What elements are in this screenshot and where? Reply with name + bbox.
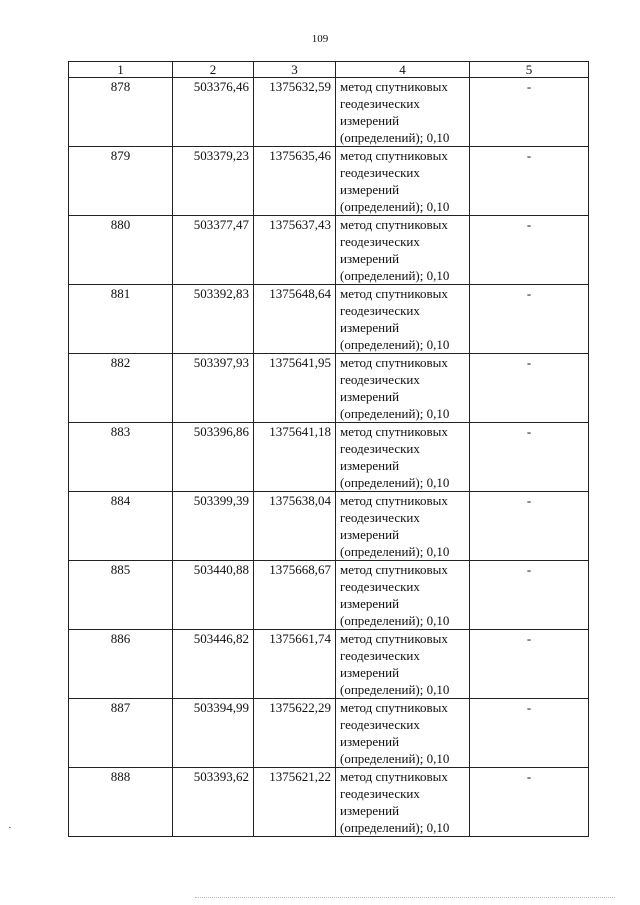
method-line: (определений); 0,10 — [340, 199, 450, 214]
point-number-cell: 886 — [69, 630, 173, 699]
method-line: (определений); 0,10 — [340, 820, 450, 835]
method-line: (определений); 0,10 — [340, 406, 450, 421]
x-coordinate-cell: 503446,82 — [173, 630, 254, 699]
table-header-row — [69, 62, 589, 78]
note-cell: - — [470, 78, 589, 147]
point-number-cell: 885 — [69, 561, 173, 630]
method-line: (определений); 0,10 — [340, 268, 450, 283]
method-line: метод спутниковых — [340, 424, 448, 439]
point-number-cell: 884 — [69, 492, 173, 561]
method-cell — [336, 561, 470, 630]
note-cell: - — [470, 285, 589, 354]
page-number: 109 — [311, 33, 329, 45]
point-number-cell: 881 — [69, 285, 173, 354]
note-cell: - — [470, 561, 589, 630]
y-coordinate-cell: 1375638,04 — [254, 492, 336, 561]
method-cell — [336, 285, 470, 354]
y-coordinate-cell: 1375637,43 — [254, 216, 336, 285]
point-number-cell: 878 — [69, 78, 173, 147]
method-cell — [336, 768, 470, 837]
method-line: измерений — [340, 734, 400, 749]
table-row — [69, 216, 589, 285]
y-coordinate-cell: 1375668,67 — [254, 561, 336, 630]
method-line: (определений); 0,10 — [340, 751, 450, 766]
method-line: измерений — [340, 182, 400, 197]
point-number-cell: 883 — [69, 423, 173, 492]
note-cell: - — [470, 699, 589, 768]
method-line: геодезических — [340, 579, 420, 594]
margin-mark: · — [8, 822, 12, 834]
x-coordinate-cell: 503393,62 — [173, 768, 254, 837]
table-row — [69, 492, 589, 561]
table-row — [69, 147, 589, 216]
x-coordinate-cell: 503392,83 — [173, 285, 254, 354]
method-line: (определений); 0,10 — [340, 475, 450, 490]
y-coordinate-cell: 1375635,46 — [254, 147, 336, 216]
method-line: (определений); 0,10 — [340, 544, 450, 559]
method-cell — [336, 78, 470, 147]
header-col-4: 4 — [336, 62, 470, 78]
point-number-cell: 879 — [69, 147, 173, 216]
method-cell — [336, 354, 470, 423]
method-line: геодезических — [340, 648, 420, 663]
y-coordinate-cell: 1375648,64 — [254, 285, 336, 354]
method-line: метод спутниковых — [340, 286, 448, 301]
method-line: геодезических — [340, 234, 420, 249]
x-coordinate-cell: 503377,47 — [173, 216, 254, 285]
x-coordinate-cell: 503394,99 — [173, 699, 254, 768]
table-row — [69, 561, 589, 630]
note-cell: - — [470, 492, 589, 561]
x-coordinate-cell: 503440,88 — [173, 561, 254, 630]
table-row — [69, 78, 589, 147]
method-line: геодезических — [340, 441, 420, 456]
method-line: метод спутниковых — [340, 79, 448, 94]
method-line: геодезических — [340, 510, 420, 525]
method-line: измерений — [340, 458, 400, 473]
x-coordinate-cell: 503396,86 — [173, 423, 254, 492]
point-number-cell: 887 — [69, 699, 173, 768]
method-line: метод спутниковых — [340, 769, 448, 784]
method-cell — [336, 699, 470, 768]
method-line: (определений); 0,10 — [340, 337, 450, 352]
method-line: (определений); 0,10 — [340, 130, 450, 145]
coordinates-table — [68, 61, 589, 837]
method-line: геодезических — [340, 96, 420, 111]
method-line: измерений — [340, 320, 400, 335]
method-line: измерений — [340, 803, 400, 818]
table-row — [69, 423, 589, 492]
y-coordinate-cell: 1375641,18 — [254, 423, 336, 492]
method-line: (определений); 0,10 — [340, 613, 450, 628]
method-line: метод спутниковых — [340, 700, 448, 715]
method-line: геодезических — [340, 303, 420, 318]
y-coordinate-cell: 1375641,95 — [254, 354, 336, 423]
method-line: геодезических — [340, 165, 420, 180]
method-cell — [336, 492, 470, 561]
table-row — [69, 285, 589, 354]
method-line: измерений — [340, 113, 400, 128]
method-line: измерений — [340, 251, 400, 266]
method-line: геодезических — [340, 717, 420, 732]
method-line: метод спутниковых — [340, 631, 448, 646]
header-col-1: 1 — [69, 62, 173, 78]
x-coordinate-cell: 503379,23 — [173, 147, 254, 216]
note-cell: - — [470, 423, 589, 492]
point-number-cell: 880 — [69, 216, 173, 285]
x-coordinate-cell: 503376,46 — [173, 78, 254, 147]
method-line: метод спутниковых — [340, 217, 448, 232]
method-line: измерений — [340, 389, 400, 404]
header-col-2: 2 — [173, 62, 254, 78]
note-cell: - — [470, 216, 589, 285]
table-row — [69, 354, 589, 423]
method-line: (определений); 0,10 — [340, 682, 450, 697]
note-cell: - — [470, 768, 589, 837]
method-line: метод спутниковых — [340, 493, 448, 508]
method-cell — [336, 216, 470, 285]
y-coordinate-cell: 1375622,29 — [254, 699, 336, 768]
method-line: метод спутниковых — [340, 355, 448, 370]
method-line: геодезических — [340, 372, 420, 387]
bottom-artifact-line — [195, 897, 615, 899]
note-cell: - — [470, 354, 589, 423]
method-line: метод спутниковых — [340, 562, 448, 577]
header-col-5: 5 — [470, 62, 589, 78]
method-line: геодезических — [340, 786, 420, 801]
note-cell: - — [470, 630, 589, 699]
x-coordinate-cell: 503399,39 — [173, 492, 254, 561]
y-coordinate-cell: 1375632,59 — [254, 78, 336, 147]
note-cell: - — [470, 147, 589, 216]
header-col-3: 3 — [254, 62, 336, 78]
method-line: измерений — [340, 527, 400, 542]
method-line: измерений — [340, 665, 400, 680]
method-cell — [336, 423, 470, 492]
y-coordinate-cell: 1375621,22 — [254, 768, 336, 837]
method-cell — [336, 630, 470, 699]
point-number-cell: 888 — [69, 768, 173, 837]
point-number-cell: 882 — [69, 354, 173, 423]
method-line: метод спутниковых — [340, 148, 448, 163]
table-row — [69, 699, 589, 768]
method-line: измерений — [340, 596, 400, 611]
method-cell — [336, 147, 470, 216]
x-coordinate-cell: 503397,93 — [173, 354, 254, 423]
table-row — [69, 630, 589, 699]
table-row — [69, 768, 589, 837]
y-coordinate-cell: 1375661,74 — [254, 630, 336, 699]
